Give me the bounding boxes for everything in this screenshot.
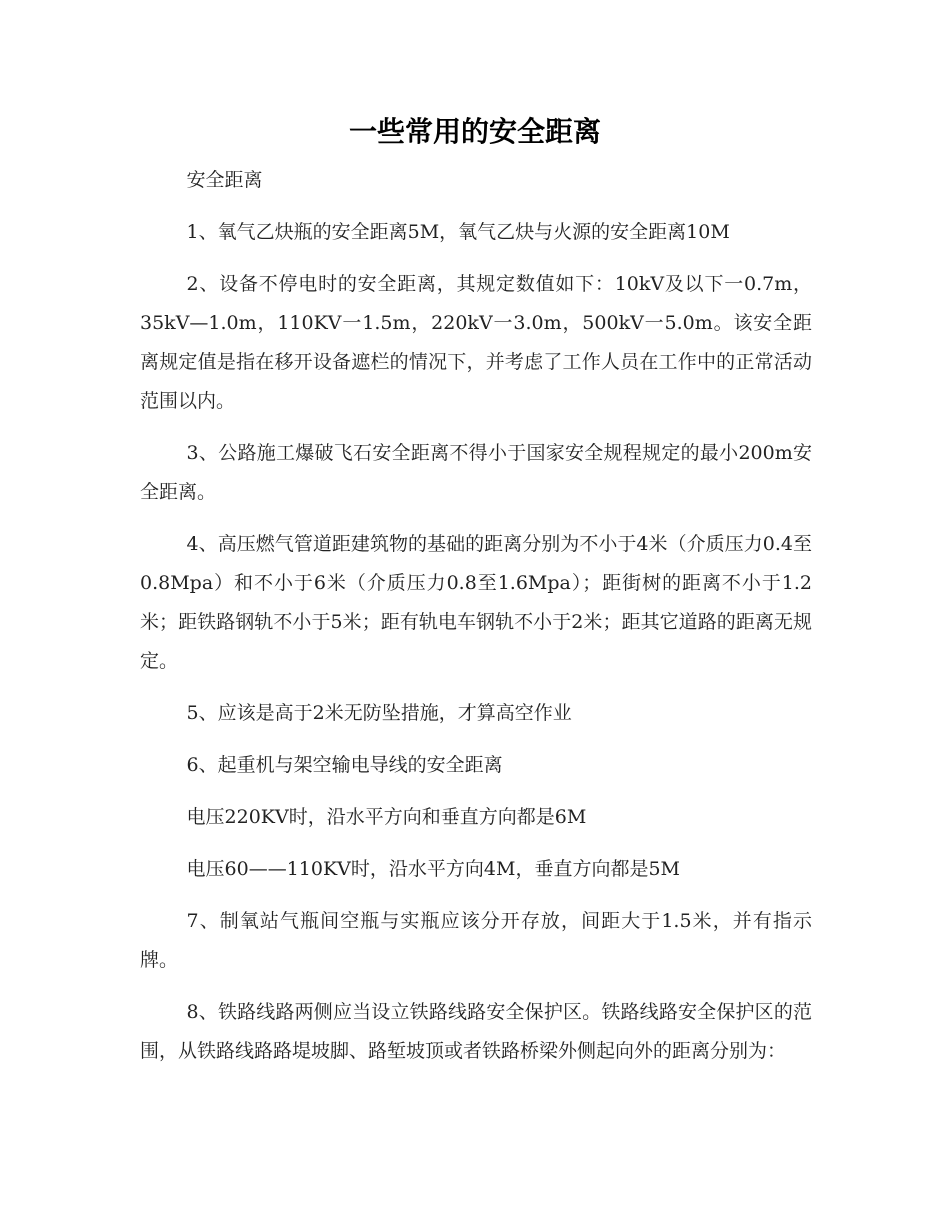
document-body [140,161,812,1084]
paragraph-item-6-voltage-60-110: 电压60——110KV时，沿水平方向4M，垂直方向都是5M [186,858,680,880]
paragraph-item-6-voltage-220: 电压220KV时，沿水平方向和垂直方向都是6M [186,806,587,828]
paragraph-item-1: 1、氧气乙炔瓶的安全距离5M，氧气乙炔与火源的安全距离10M [186,221,730,243]
paragraph-item-2: 2、设备不停电时的安全距离，其规定数值如下：10kV及以下一0.7m，35kV—1.0m，110KV一1.5m，220kV一3.0m，500kV一5.0m。该安全距离规定值是指在移开设备遮栏的情况下，并考虑了工作人员在工作中的正常活动范围以内。 [140,273,812,412]
paragraph-item-4: 4、高压燃气管道距建筑物的基础的距离分别为不小于4米（介质压力0.4至0.8Mpa）和不小于6米（介质压力0.8至1.6Mpa）；距街树的距离不小于1.2米；距铁路钢轨不小于5米；距有轨电车钢轨不小于2米；距其它道路的距离无规定。 [140,533,812,672]
paragraph-item-3: 3、公路施工爆破飞石安全距离不得小于国家安全规程规定的最小200m安全距离。 [140,442,812,503]
paragraph-item-5: 5、应该是高于2米无防坠措施，才算高空作业 [186,702,572,724]
paragraph-item-7: 7、制氧站气瓶间空瓶与实瓶应该分开存放，间距大于1.5米，并有指示牌。 [140,910,812,971]
document-title: 一些常用的安全距离 [348,115,601,148]
paragraph-item-8: 8、铁路线路两侧应当设立铁路线路安全保护区。铁路线路安全保护区的范围，从铁路线路路堤坡脚、路堑坡顶或者铁路桥梁外侧起向外的距离分别为： [140,1001,812,1062]
paragraph-heading: 安全距离 [186,169,263,191]
paragraph-item-6: 6、起重机与架空输电导线的安全距离 [186,754,503,776]
